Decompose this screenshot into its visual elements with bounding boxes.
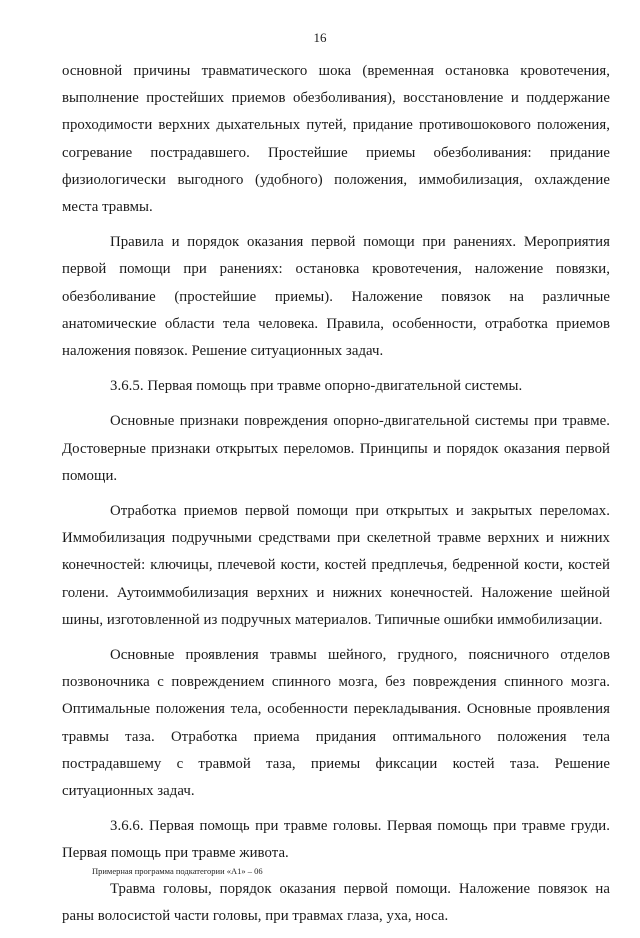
page-footer: Примерная программа подкатегории «A1» – 06 (92, 866, 263, 876)
page-number: 16 (313, 30, 327, 45)
paragraph-fractures: Отработка приемов первой помощи при открытых и закрытых переломах. Иммобилизация подручными средствами при скелетной травме верхних и нижних конечностей: ключицы, плечевой кости, костей предплечья, бедренной кости, костей голени. Аутоиммобилизация верхних и нижних конечностей. Наложение шейной шины, изготовленной из подручных материалов. Типичные ошибки иммобилизации. (62, 503, 610, 628)
paragraph-head-injury: Травма головы, порядок оказания первой помощи. Наложение повязок на раны волосистой части головы, при травмах глаза, уха, носа. (62, 880, 610, 924)
paragraph-spine-pelvis: Основные проявления травмы шейного, грудного, поясничного отделов позвоночника с повреждением спинного мозга, без повреждения спинного мозга. Оптимальные положения тела, особенности перекладывания. Основные проявления травмы таза. Отработка приема придания оптимального положения тела пострадавшему с травмой таза, приемы фиксации костей таза. Решение ситуационных задач. (62, 647, 610, 800)
paragraph-musculoskeletal-signs: Основные признаки повреждения опорно-двигательной системы при травме. Достоверные признаки открытых переломов. Принципы и порядок оказания первой помощи. (62, 413, 610, 484)
paragraph-shock-continuation: основной причины травматического шока (временная остановка кровотечения, выполнение простейших приемов обезболивания), восстановление и поддержание проходимости верхних дыхательных путей, придание противошокового положения, согревание пострадавшего. Простейшие приемы обезболивания: придание физиологически выгодного (удобного) положения, иммобилизация, охлаждение места травмы. (62, 63, 610, 216)
section-heading-3-6-6: 3.6.6. Первая помощь при травме головы. Первая помощь при травме груди. Первая помощь при травме живота. (62, 818, 610, 862)
paragraph-wounds: Правила и порядок оказания первой помощи при ранениях. Мероприятия первой помощи при ранениях: остановка кровотечения, наложение повязки, обезболивание (простейшие приемы). Наложение повязок на различные анатомические области тела человека. Правила, особенности, отработка приемов наложения повязок. Решение ситуационных задач. (62, 234, 610, 360)
body-text (62, 58, 610, 938)
section-heading-3-6-5: 3.6.5. Первая помощь при травме опорно-двигательной системы. (110, 378, 523, 395)
